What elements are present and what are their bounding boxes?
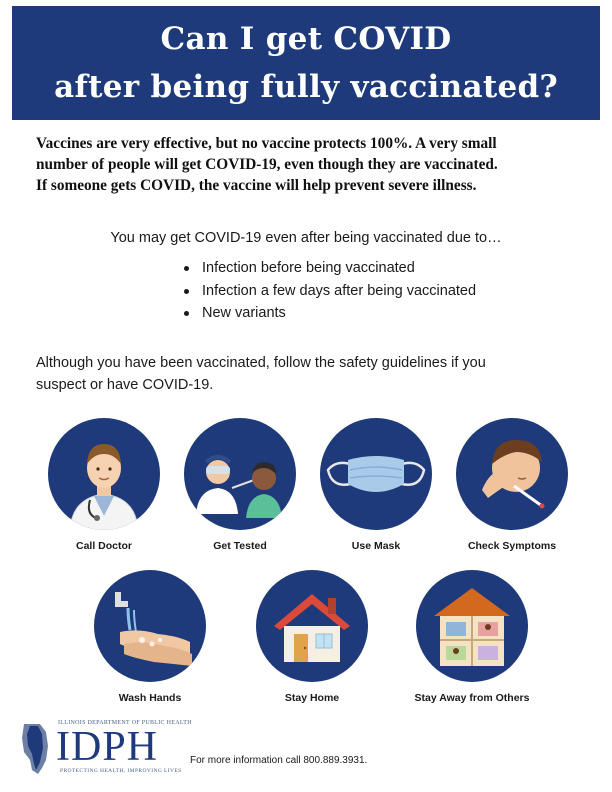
doctor-icon xyxy=(48,418,160,530)
action-card-stay-home xyxy=(242,570,382,704)
title-banner xyxy=(12,6,600,120)
action-label: Stay Away from Others xyxy=(414,692,530,704)
reasons-lead: You may get COVID-19 even after being vaccinated due to… xyxy=(110,230,502,246)
apartment-icon xyxy=(416,570,528,682)
action-card-stay-away xyxy=(402,570,542,704)
logo-department-name: ILLINOIS DEPARTMENT OF PUBLIC HEALTH xyxy=(58,720,192,726)
action-label: Check Symptoms xyxy=(467,540,557,552)
action-card-wash-hands xyxy=(80,570,220,704)
action-card-get-tested xyxy=(170,418,310,552)
action-label: Wash Hands xyxy=(118,692,182,704)
action-label: Use Mask xyxy=(351,540,401,552)
house-icon xyxy=(256,570,368,682)
action-card-call-doctor xyxy=(34,418,174,552)
intro-paragraph xyxy=(36,133,588,196)
intro-line-3: If someone gets COVID, the vaccine will help prevent severe illness. xyxy=(36,177,477,194)
mask-icon xyxy=(320,418,432,530)
testing-icon xyxy=(184,418,296,530)
reason-item: Infection a few days after being vaccinated xyxy=(180,280,476,303)
guidance-line-2: suspect or have COVID-19. xyxy=(36,377,214,393)
action-label: Get Tested xyxy=(213,540,267,552)
handwashing-icon xyxy=(94,570,206,682)
title-line-2: after being fully vaccinated? xyxy=(54,69,558,105)
reason-item: New variants xyxy=(180,302,476,325)
intro-line-2: number of people will get COVID-19, even though they are vaccinated. xyxy=(36,156,498,173)
action-label: Stay Home xyxy=(284,692,340,704)
fever-icon xyxy=(456,418,568,530)
logo-tagline: PROTECTING HEALTH, IMPROVING LIVES xyxy=(60,768,182,774)
title-line-1: Can I get COVID xyxy=(160,21,452,57)
reasons-list xyxy=(180,257,476,325)
action-card-use-mask xyxy=(306,418,446,552)
guidance-line-1: Although you have been vaccinated, follow the safety guidelines if you xyxy=(36,355,486,371)
logo-wordmark: IDPH xyxy=(56,724,159,770)
footer-info: For more information call 800.889.3931. xyxy=(190,755,368,766)
reason-item: Infection before being vaccinated xyxy=(180,257,476,280)
action-label: Call Doctor xyxy=(75,540,132,552)
intro-line-1: Vaccines are very effective, but no vaccine protects 100%. A very small xyxy=(36,135,497,152)
idph-logo xyxy=(16,720,196,776)
guidance-paragraph xyxy=(36,352,576,396)
action-card-check-symptoms xyxy=(442,418,582,552)
